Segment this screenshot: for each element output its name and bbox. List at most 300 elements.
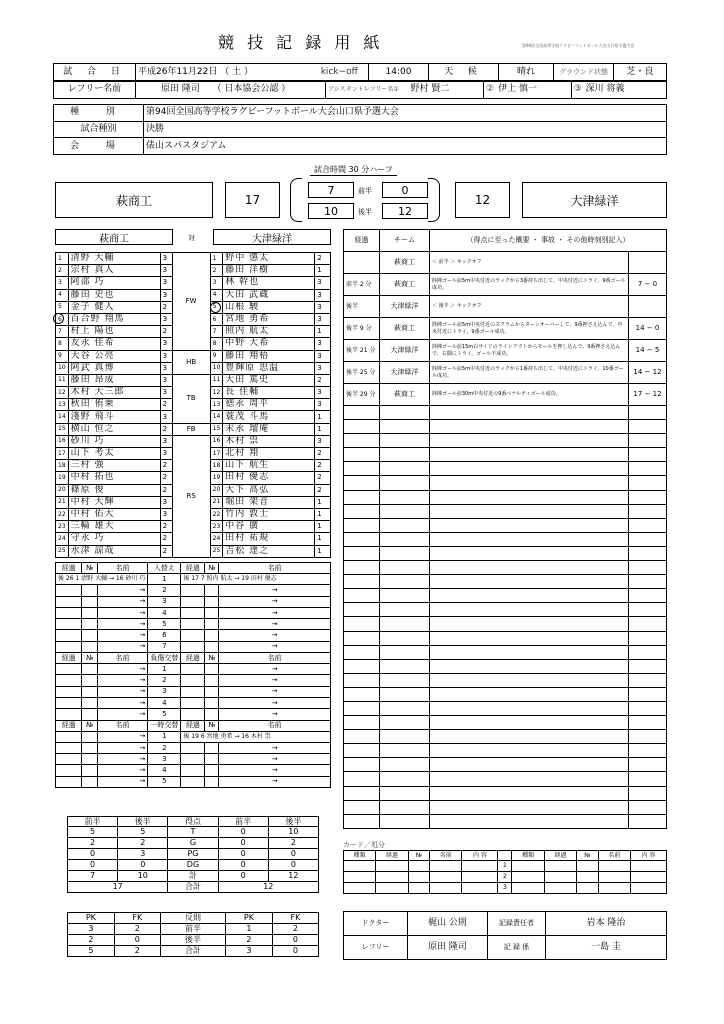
progress-score xyxy=(629,617,667,631)
second-half-a-box xyxy=(308,203,354,219)
subs-a-num xyxy=(82,709,97,720)
progress-time xyxy=(344,434,380,448)
roster-a-num: 17 xyxy=(56,448,69,460)
subs-row xyxy=(56,630,331,641)
progress-time xyxy=(344,575,380,589)
cards-cell-a xyxy=(344,872,376,883)
progress-time xyxy=(344,744,380,758)
progress-row xyxy=(344,462,667,476)
roster-b-name: 大田 武蔵 xyxy=(223,289,315,301)
roster-a-name: 百合野 翔馬 xyxy=(68,313,160,325)
stats-cell: 2 xyxy=(68,838,118,849)
cards-header-cell: 種類 xyxy=(512,851,544,861)
pk-cell: 前半 xyxy=(160,924,225,935)
progress-time xyxy=(344,772,380,786)
roster-b-grade: 2 xyxy=(315,448,331,460)
progress-team xyxy=(380,406,430,420)
roster-a-name: 金子 健人 xyxy=(68,301,160,313)
subs-b-num xyxy=(205,742,219,753)
roster-a-grade: 3 xyxy=(160,362,172,374)
roster-position: RS xyxy=(172,435,210,557)
cards-table xyxy=(343,850,667,894)
subs-row xyxy=(56,754,331,765)
cards-header-cell: № xyxy=(408,851,429,861)
progress-row xyxy=(344,716,667,730)
progress-time xyxy=(344,561,380,575)
subs-arrow: → xyxy=(219,742,331,753)
roster-b-num: 25 xyxy=(210,545,223,557)
roster-a-grade: 3 xyxy=(160,448,172,460)
progress-time xyxy=(344,476,380,490)
roster-a-num: 21 xyxy=(56,496,69,508)
subs-header-a: № xyxy=(82,720,97,731)
progress-row xyxy=(344,362,667,384)
left-bracket xyxy=(290,178,302,222)
progress-row xyxy=(344,589,667,603)
kind-value: 決勝 xyxy=(144,121,667,138)
progress-h-team: チーム xyxy=(380,230,430,252)
stats-cell: 12 xyxy=(268,871,318,882)
progress-score xyxy=(629,645,667,659)
roster-a-grade: 3 xyxy=(160,313,172,325)
subs-b-time xyxy=(181,607,205,618)
ar2-value: 伊上 慎一 xyxy=(496,81,571,99)
pk-header xyxy=(68,913,319,924)
cards-cell-a xyxy=(376,872,408,883)
subs-number: 2 xyxy=(148,742,181,753)
roster-b-grade: 2 xyxy=(315,460,331,472)
pk-cell: 2 xyxy=(114,924,160,935)
roster-b-name: 藤田 洋樹 xyxy=(223,265,315,277)
progress-desc xyxy=(430,532,629,546)
tiny-header: 第94回全国高等学校ラグビーフットボール大会山口県予選大会 xyxy=(522,43,635,48)
pk-header-cell: FK xyxy=(114,913,160,924)
progress-score xyxy=(629,448,667,462)
subs-a-entry: 後 26 1 清野 大輔 → 16 砂川 巧 xyxy=(56,574,148,585)
subs-a-num xyxy=(82,742,97,753)
roster-b-name: 長 佳輔 xyxy=(223,387,315,399)
roster-a-num: 18 xyxy=(56,460,69,472)
roster-b-grade: 1 xyxy=(315,326,331,338)
subs-arrow: → xyxy=(97,607,148,618)
progress-score xyxy=(629,730,667,744)
roster-b-num: 6 xyxy=(210,313,223,325)
subs-b-num xyxy=(205,619,219,630)
subs-a-time xyxy=(56,585,82,596)
stats-cell: 0 xyxy=(268,860,318,871)
roster-a-name: 三輪 雄大 xyxy=(68,521,160,533)
progress-score xyxy=(629,814,667,828)
roster-b-grade: 3 xyxy=(315,289,331,301)
cards-cell-a xyxy=(462,883,498,894)
progress-desc xyxy=(430,617,629,631)
roster-b-grade: 3 xyxy=(315,435,331,447)
stats-header-cell: 前半 xyxy=(68,817,118,827)
subs-arrow: → xyxy=(97,619,148,630)
roster-a-name: 秋田 侑乗 xyxy=(68,399,160,411)
subs-b-num xyxy=(205,765,219,776)
roster-a-num: 1 xyxy=(56,253,69,265)
roster-a-num: 25 xyxy=(56,545,69,557)
progress-row xyxy=(344,504,667,518)
progress-h-time: 経過 xyxy=(344,230,380,252)
subs-a-time xyxy=(56,709,82,720)
roster-a-num: 13 xyxy=(56,399,69,411)
roster-b-num: 17 xyxy=(210,448,223,460)
roster-a-name: 淺野 飛斗 xyxy=(68,411,160,423)
cards-cell-b xyxy=(598,872,630,883)
captain-circle-a xyxy=(53,313,64,324)
team-a-total-box xyxy=(225,182,280,218)
cards-row xyxy=(344,872,667,883)
subs-a-num xyxy=(82,619,97,630)
stats-total-row xyxy=(68,882,319,893)
roster-position: HB xyxy=(172,350,210,374)
subs-b-num xyxy=(205,630,219,641)
subs-a-time xyxy=(56,754,82,765)
ground-value: 芝・良 xyxy=(614,64,667,82)
progress-desc xyxy=(430,603,629,617)
pk-row xyxy=(68,935,319,946)
subs-a-num xyxy=(82,776,97,787)
roster-a-num: 4 xyxy=(56,289,69,301)
subs-arrow: → xyxy=(219,664,331,675)
subs-header-a: 経過 xyxy=(56,563,82,574)
cards-num: 1 xyxy=(498,861,512,872)
subs-arrow: → xyxy=(97,709,148,720)
roster-a-grade: 2 xyxy=(160,423,172,435)
roster-a-name: 宗村 真人 xyxy=(68,265,160,277)
subs-header-b: 経過 xyxy=(181,653,205,664)
progress-desc: ＜ 前半 ＞ キックオフ xyxy=(430,252,629,274)
team-b-name-box xyxy=(522,182,667,218)
cards-label: カード／処分 xyxy=(343,841,385,849)
ground-label: グラウンド状態 xyxy=(554,64,614,82)
progress-team: 大津緑洋 xyxy=(380,362,430,384)
subs-header-row xyxy=(56,720,331,731)
stats-header-cell: 前半 xyxy=(218,817,268,827)
roster-a-grade: 2 xyxy=(160,533,172,545)
progress-row xyxy=(344,786,667,800)
roster-b-grade: 3 xyxy=(315,301,331,313)
cards-cell-b xyxy=(577,861,598,872)
progress-desc xyxy=(430,575,629,589)
subs-a-num xyxy=(82,641,97,652)
subs-number: 4 xyxy=(148,607,181,618)
cards-cell-a xyxy=(430,883,462,894)
roster-b-grade: 2 xyxy=(315,374,331,386)
cards-header-cell: 内 容 xyxy=(462,851,498,861)
pk-row xyxy=(68,946,319,957)
cards-cell-b xyxy=(544,861,576,872)
stats-cell: 5 xyxy=(68,827,118,838)
cards-cell-a xyxy=(430,861,462,872)
progress-team xyxy=(380,490,430,504)
subs-a-time xyxy=(56,641,82,652)
roster-b-grade: 3 xyxy=(315,338,331,350)
subs-header-b: 名前 xyxy=(219,653,331,664)
progress-header xyxy=(344,230,667,252)
progress-time xyxy=(344,617,380,631)
roster-a-grade: 2 xyxy=(160,484,172,496)
subs-number: 6 xyxy=(148,630,181,641)
progress-desc xyxy=(430,673,629,687)
subs-b-num xyxy=(205,596,219,607)
subs-number: 2 xyxy=(148,585,181,596)
cards-cell-a xyxy=(344,861,376,872)
roster-b-name: 末永 瑠庵 xyxy=(223,423,315,435)
roster-a-name: 木村 大三郎 xyxy=(68,387,160,399)
progress-row xyxy=(344,730,667,744)
subs-b-time xyxy=(181,596,205,607)
second-half-b: 12 xyxy=(398,204,412,218)
progress-score xyxy=(629,518,667,532)
progress-team xyxy=(380,448,430,462)
stats-cell: 3 xyxy=(118,849,168,860)
recorder-value: 岩本 隆治 xyxy=(546,912,667,936)
roster-a-num: 12 xyxy=(56,387,69,399)
progress-time xyxy=(344,758,380,772)
subs-b-num xyxy=(205,709,219,720)
referee-assoc: （ 日本協会公認 ） xyxy=(211,81,326,99)
progress-time xyxy=(344,546,380,560)
progress-team xyxy=(380,645,430,659)
progress-row xyxy=(344,645,667,659)
roster-b-num: 9 xyxy=(210,350,223,362)
subs-arrow: → xyxy=(97,731,148,742)
roster-b-num: 10 xyxy=(210,362,223,374)
roster-team-b xyxy=(213,229,331,245)
roster-a-num: 15 xyxy=(56,423,69,435)
roster-vs: 対 xyxy=(188,234,195,242)
progress-row xyxy=(344,575,667,589)
stats-row xyxy=(68,827,319,838)
progress-row xyxy=(344,617,667,631)
roster-table xyxy=(55,252,331,558)
roster-a-num: 16 xyxy=(56,435,69,447)
roster-position: FW xyxy=(172,253,210,351)
cards-row xyxy=(344,861,667,872)
roster-a-grade: 2 xyxy=(160,521,172,533)
progress-time xyxy=(344,406,380,420)
subs-a-time xyxy=(56,697,82,708)
pk-header-cell: 反則 xyxy=(160,913,225,924)
cards-cell-b xyxy=(598,861,630,872)
cards-cell-b xyxy=(512,883,544,894)
roster-a-name: 阿武 真博 xyxy=(68,362,160,374)
subs-header-a: 経過 xyxy=(56,720,82,731)
progress-row xyxy=(344,518,667,532)
subs-number: 5 xyxy=(148,776,181,787)
roster-b-num: 16 xyxy=(210,435,223,447)
subs-a-time xyxy=(56,686,82,697)
stats-cell: 10 xyxy=(118,871,168,882)
roster-a-grade: 2 xyxy=(160,472,172,484)
subs-b-time xyxy=(181,641,205,652)
stats-header-cell: 後半 xyxy=(118,817,168,827)
first-half-b: 0 xyxy=(401,183,409,197)
subs-b-time xyxy=(181,585,205,596)
progress-time xyxy=(344,504,380,518)
subs-arrow: → xyxy=(219,630,331,641)
roster-a-name: 水津 諒哉 xyxy=(68,545,160,557)
subs-header-row xyxy=(56,563,331,574)
subs-b-num xyxy=(205,664,219,675)
roster-b-name: 田村 優志 xyxy=(223,472,315,484)
referee-bottom-label: レフリー xyxy=(344,936,408,960)
progress-team: 萩商工 xyxy=(380,318,430,340)
subs-arrow: → xyxy=(219,585,331,596)
progress-score xyxy=(629,575,667,589)
progress-score: 14 − 5 xyxy=(629,340,667,362)
progress-team: 大津緑洋 xyxy=(380,296,430,318)
progress-team xyxy=(380,744,430,758)
progress-score: 14 − 12 xyxy=(629,362,667,384)
progress-row xyxy=(344,532,667,546)
cards-cell-a xyxy=(408,883,429,894)
date-value: 平成26年11月22日 xyxy=(138,67,218,77)
progress-team xyxy=(380,575,430,589)
progress-score xyxy=(629,252,667,274)
roster-position: TB xyxy=(172,374,210,423)
stats-row xyxy=(68,860,319,871)
progress-team xyxy=(380,772,430,786)
subs-arrow: → xyxy=(97,641,148,652)
subs-header-b: № xyxy=(205,563,219,574)
stats-cell: DG xyxy=(168,860,218,871)
roster-b-num: 4 xyxy=(210,289,223,301)
progress-time xyxy=(344,687,380,701)
subs-a-time xyxy=(56,619,82,630)
roster-a-num: 5 xyxy=(56,301,69,313)
subs-b-time xyxy=(181,742,205,753)
subs-row xyxy=(56,619,331,630)
progress-desc xyxy=(430,687,629,701)
progress-team: 萩商工 xyxy=(380,384,430,406)
roster-a-name: 守永 巧 xyxy=(68,533,160,545)
progress-time xyxy=(344,448,380,462)
progress-row xyxy=(344,384,667,406)
cards-header-cell: 名前 xyxy=(598,851,630,861)
roster-a-grade: 3 xyxy=(160,411,172,423)
stats-cell: 0 xyxy=(218,827,268,838)
subs-b-time xyxy=(181,765,205,776)
progress-desc xyxy=(430,434,629,448)
roster-a-name: 清野 大輔 xyxy=(68,253,160,265)
progress-time xyxy=(344,800,380,814)
subs-a-num xyxy=(82,664,97,675)
progress-row xyxy=(344,448,667,462)
progress-row xyxy=(344,701,667,715)
progress-desc xyxy=(430,561,629,575)
progress-row xyxy=(344,800,667,814)
roster-a-num: 19 xyxy=(56,472,69,484)
pk-cell: 合計 xyxy=(160,946,225,957)
stats-cell: 0 xyxy=(118,860,168,871)
progress-time: 前半 2 分 xyxy=(344,274,380,296)
subs-arrow: → xyxy=(97,765,148,776)
referee-label: レフリー名前 xyxy=(54,81,136,99)
cards-header-cell: 経過 xyxy=(376,851,408,861)
cards-row xyxy=(344,883,667,894)
roster-a-name: 友永 佳希 xyxy=(68,338,160,350)
cards-cell-b xyxy=(630,883,666,894)
progress-team xyxy=(380,434,430,448)
progress-score xyxy=(629,589,667,603)
progress-table xyxy=(343,229,667,829)
progress-desc xyxy=(430,744,629,758)
roster-b-num: 14 xyxy=(210,411,223,423)
roster-b-grade: 3 xyxy=(315,350,331,362)
progress-h-desc: （得点に至った概要 ・ 事故 ・ その他時刻別記入） xyxy=(430,230,667,252)
subs-arrow: → xyxy=(97,664,148,675)
progress-time xyxy=(344,589,380,603)
subs-header-b: № xyxy=(205,653,219,664)
progress-score xyxy=(629,603,667,617)
roster-a-name: 村上 陽也 xyxy=(68,326,160,338)
progress-desc xyxy=(430,589,629,603)
roster-b-name: 木村 祟 xyxy=(223,435,315,447)
progress-desc: 陸陣ゴール前30m中央付近の9番ペナルティゴール成功。 xyxy=(430,384,629,406)
ar3-num: ③ xyxy=(571,81,584,99)
roster-b-name: 野中 懲太 xyxy=(223,253,315,265)
roster-b-num: 19 xyxy=(210,472,223,484)
roster-a-grade: 3 xyxy=(160,253,172,265)
subs-header-a: № xyxy=(82,653,97,664)
progress-time: 後半 9 分 xyxy=(344,318,380,340)
progress-row xyxy=(344,603,667,617)
cards-cell-a xyxy=(462,861,498,872)
cards-num: 2 xyxy=(498,872,512,883)
roster-b-name: 山下 航生 xyxy=(223,460,315,472)
progress-team xyxy=(380,589,430,603)
stats-cell: 0 xyxy=(218,860,268,871)
roster-a-grade: 3 xyxy=(160,277,172,289)
ar1-num: ① xyxy=(393,85,399,93)
subs-arrow: → xyxy=(219,754,331,765)
progress-team: 萩商工 xyxy=(380,274,430,296)
pk-cell: 5 xyxy=(68,946,115,957)
progress-team xyxy=(380,631,430,645)
progress-team: 大津緑洋 xyxy=(380,340,430,362)
subs-header-b: 経過 xyxy=(181,720,205,731)
subs-a-time xyxy=(56,596,82,607)
subs-header-type: 一時交替 xyxy=(148,720,181,731)
progress-team xyxy=(380,476,430,490)
roster-a-grade: 2 xyxy=(160,460,172,472)
roster-a-grade: 3 xyxy=(160,387,172,399)
progress-score xyxy=(629,420,667,434)
subs-b-num xyxy=(205,675,219,686)
progress-score: 17 − 12 xyxy=(629,384,667,406)
subs-b-time xyxy=(181,776,205,787)
progress-row xyxy=(344,476,667,490)
roster-b-grade: 1 xyxy=(315,423,331,435)
progress-desc xyxy=(430,546,629,560)
roster-b-name: 中谷 廣 xyxy=(223,521,315,533)
cards-cell-b xyxy=(512,872,544,883)
progress-score xyxy=(629,504,667,518)
pk-header-cell: PK xyxy=(68,913,115,924)
stats-cell: 0 xyxy=(68,860,118,871)
roster-row xyxy=(56,374,331,386)
roster-a-grade: 3 xyxy=(160,289,172,301)
progress-team xyxy=(380,758,430,772)
progress-score xyxy=(629,673,667,687)
subs-a-time xyxy=(56,607,82,618)
subs-header-b: 名前 xyxy=(219,563,331,574)
progress-desc xyxy=(430,518,629,532)
